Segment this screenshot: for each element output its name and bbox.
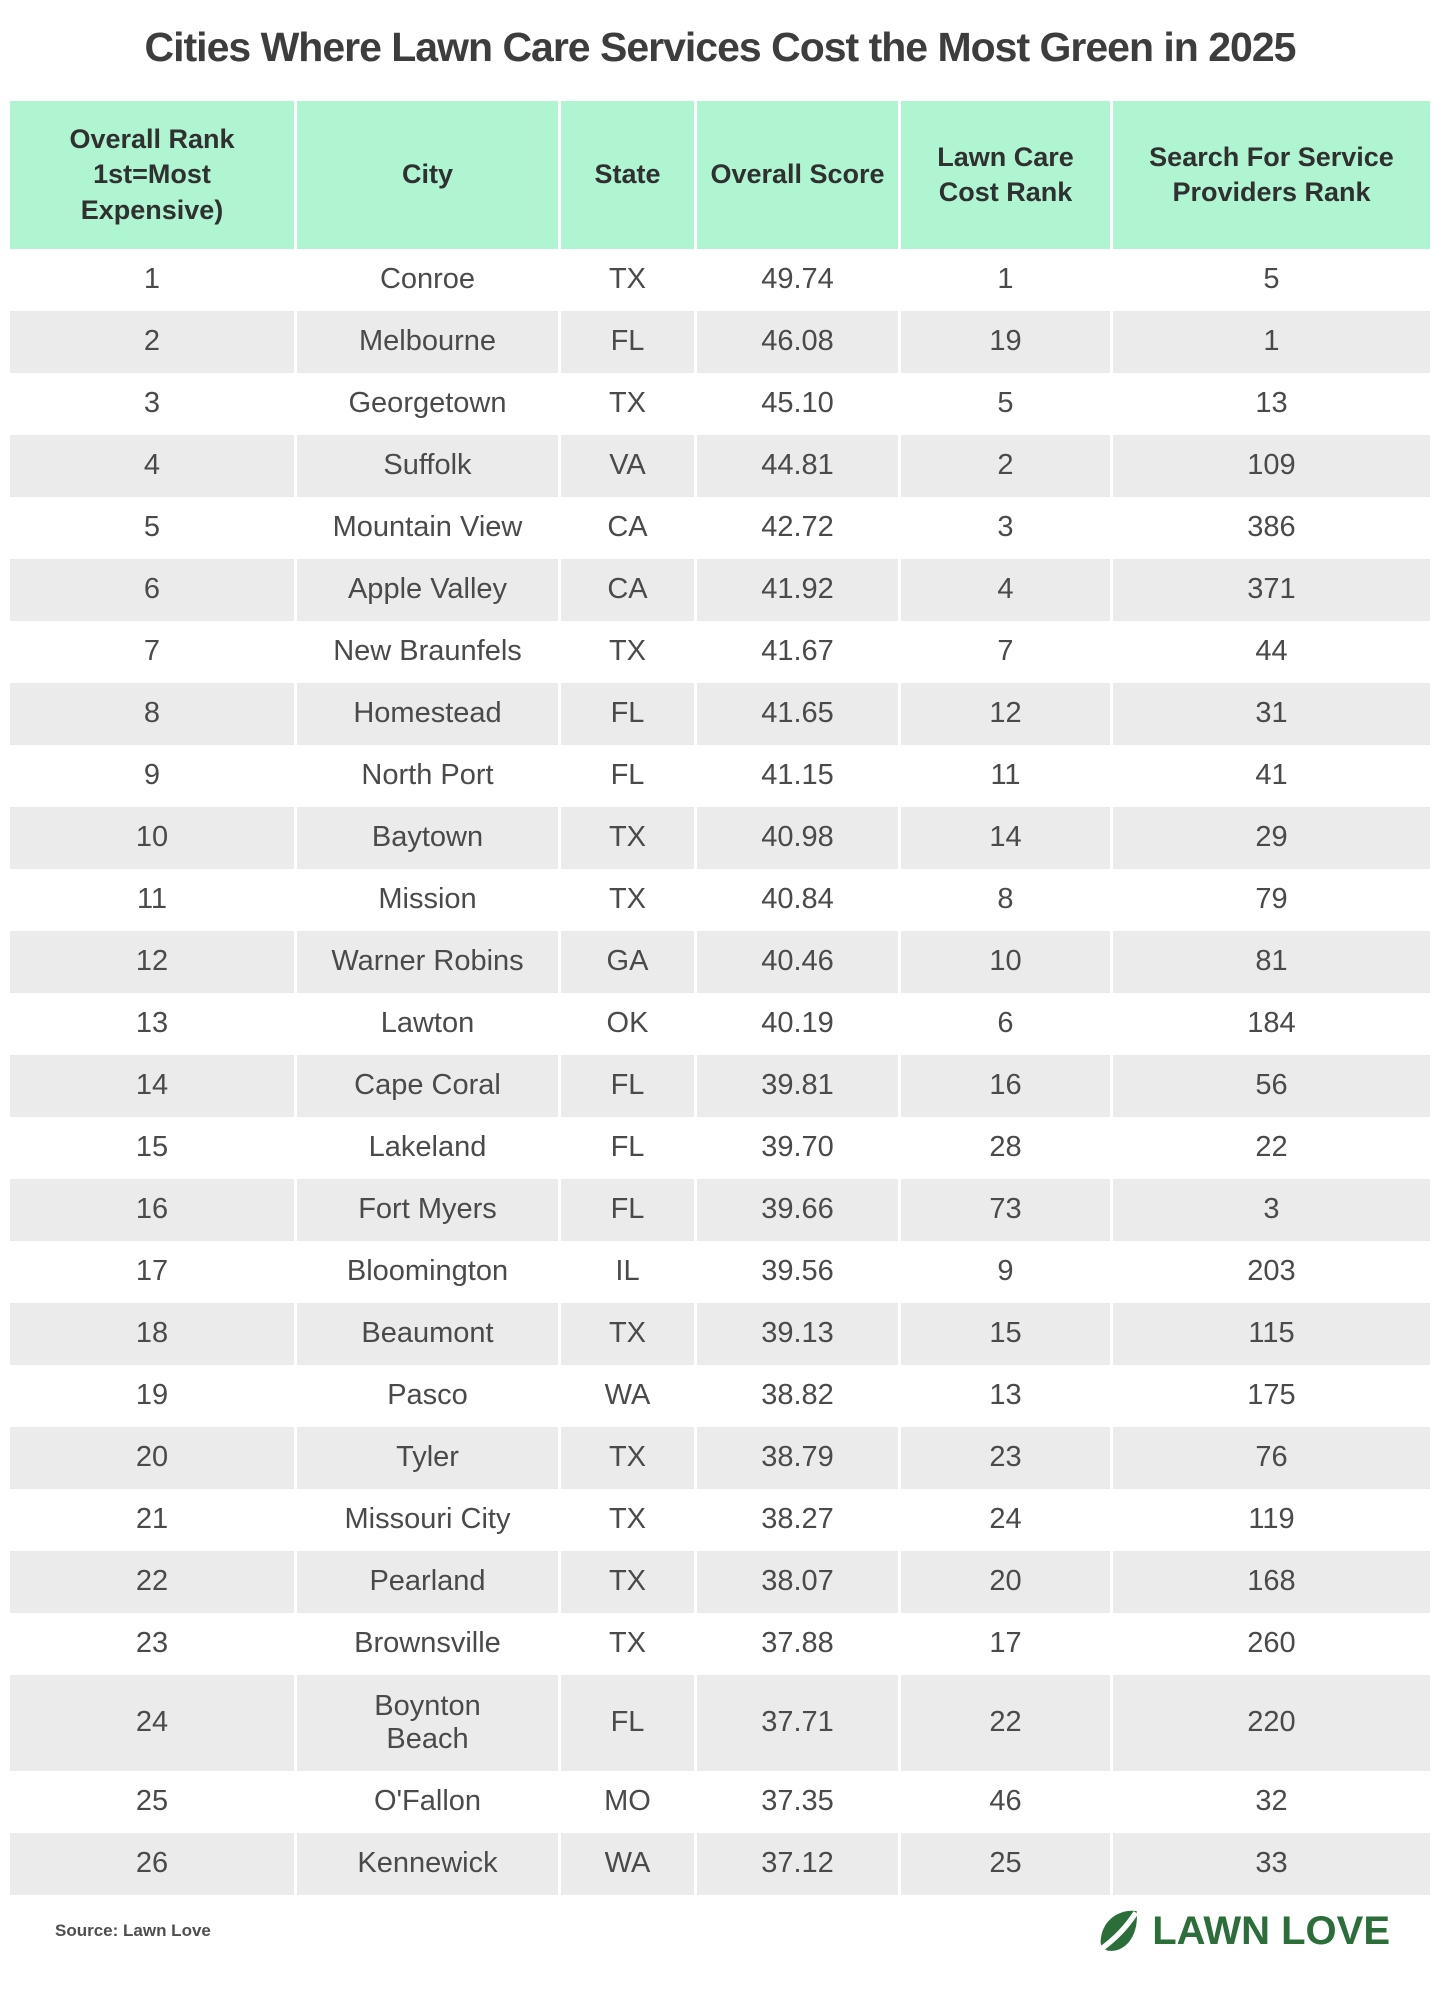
- cell-city: Lawton: [297, 993, 558, 1055]
- cell-overall-score: 38.79: [697, 1427, 898, 1489]
- cell-overall-rank: 15: [10, 1117, 294, 1179]
- cell-state: TX: [561, 1427, 694, 1489]
- cell-city: New Braunfels: [297, 621, 558, 683]
- cell-city: Apple Valley: [297, 559, 558, 621]
- table-row: [10, 1303, 1430, 1365]
- table-row: [10, 931, 1430, 993]
- cell-overall-rank: 5: [10, 497, 294, 559]
- cell-providers-rank: 184: [1113, 993, 1430, 1055]
- cell-providers-rank: 41: [1113, 745, 1430, 807]
- cell-city: Conroe: [297, 249, 558, 311]
- cell-overall-rank: 21: [10, 1489, 294, 1551]
- cell-city: Pearland: [297, 1551, 558, 1613]
- cell-state: TX: [561, 869, 694, 931]
- cell-lawn-care-cost-rank: 25: [901, 1833, 1110, 1895]
- cell-overall-score: 37.12: [697, 1833, 898, 1895]
- cell-city: Pasco: [297, 1365, 558, 1427]
- cell-city: Boynton Beach: [297, 1675, 558, 1771]
- cell-providers-rank: 29: [1113, 807, 1430, 869]
- table-row: [10, 497, 1430, 559]
- cell-overall-score: 39.70: [697, 1117, 898, 1179]
- cell-providers-rank: 22: [1113, 1117, 1430, 1179]
- cell-overall-score: 40.98: [697, 807, 898, 869]
- cell-city: Baytown: [297, 807, 558, 869]
- cell-lawn-care-cost-rank: 1: [901, 249, 1110, 311]
- cell-lawn-care-cost-rank: 7: [901, 621, 1110, 683]
- cell-city: Melbourne: [297, 311, 558, 373]
- cell-providers-rank: 1: [1113, 311, 1430, 373]
- cell-overall-rank: 10: [10, 807, 294, 869]
- cell-lawn-care-cost-rank: 17: [901, 1613, 1110, 1675]
- cell-providers-rank: 371: [1113, 559, 1430, 621]
- cell-providers-rank: 56: [1113, 1055, 1430, 1117]
- cell-city: Cape Coral: [297, 1055, 558, 1117]
- cell-lawn-care-cost-rank: 16: [901, 1055, 1110, 1117]
- cell-lawn-care-cost-rank: 5: [901, 373, 1110, 435]
- lawn-love-logo: [1096, 1908, 1390, 1954]
- cell-state: TX: [561, 249, 694, 311]
- table-row: [10, 1117, 1430, 1179]
- cell-providers-rank: 32: [1113, 1771, 1430, 1833]
- cell-city: Kennewick: [297, 1833, 558, 1895]
- table-row: [10, 993, 1430, 1055]
- table-header: [10, 101, 1430, 249]
- cell-city: Warner Robins: [297, 931, 558, 993]
- cell-overall-rank: 17: [10, 1241, 294, 1303]
- table-row: [10, 1179, 1430, 1241]
- table-row: [10, 683, 1430, 745]
- cell-providers-rank: 33: [1113, 1833, 1430, 1895]
- cell-lawn-care-cost-rank: 28: [901, 1117, 1110, 1179]
- cell-providers-rank: 203: [1113, 1241, 1430, 1303]
- cell-city: Mountain View: [297, 497, 558, 559]
- column-header-providers-rank: Search For Service Providers Rank: [1113, 101, 1430, 249]
- cell-state: FL: [561, 1055, 694, 1117]
- cell-city: Suffolk: [297, 435, 558, 497]
- cell-overall-score: 41.65: [697, 683, 898, 745]
- cell-city: Fort Myers: [297, 1179, 558, 1241]
- cell-overall-score: 37.35: [697, 1771, 898, 1833]
- table-row: [10, 1365, 1430, 1427]
- cell-overall-score: 38.07: [697, 1551, 898, 1613]
- cell-providers-rank: 31: [1113, 683, 1430, 745]
- cell-overall-score: 38.82: [697, 1365, 898, 1427]
- logo-text: LAWN LOVE: [1152, 1908, 1390, 1953]
- cell-providers-rank: 220: [1113, 1675, 1430, 1771]
- cell-overall-score: 46.08: [697, 311, 898, 373]
- cell-overall-rank: 18: [10, 1303, 294, 1365]
- source-note: Source: Lawn Love: [55, 1921, 211, 1940]
- cell-overall-rank: 13: [10, 993, 294, 1055]
- cell-overall-rank: 6: [10, 559, 294, 621]
- cell-overall-rank: 26: [10, 1833, 294, 1895]
- cell-overall-rank: 11: [10, 869, 294, 931]
- table-row: [10, 373, 1430, 435]
- cell-city: Bloomington: [297, 1241, 558, 1303]
- cell-overall-rank: 16: [10, 1179, 294, 1241]
- cell-overall-score: 41.15: [697, 745, 898, 807]
- cell-lawn-care-cost-rank: 9: [901, 1241, 1110, 1303]
- cell-state: IL: [561, 1241, 694, 1303]
- cell-overall-score: 40.19: [697, 993, 898, 1055]
- table-row: [10, 1489, 1430, 1551]
- cell-state: FL: [561, 311, 694, 373]
- cell-providers-rank: 260: [1113, 1613, 1430, 1675]
- cell-state: FL: [561, 683, 694, 745]
- cell-overall-score: 41.67: [697, 621, 898, 683]
- table-row: [10, 869, 1430, 931]
- table-body: [10, 249, 1430, 1880]
- cell-lawn-care-cost-rank: 11: [901, 745, 1110, 807]
- cell-overall-rank: 8: [10, 683, 294, 745]
- cell-state: TX: [561, 1303, 694, 1365]
- table-row: [10, 1833, 1430, 1880]
- column-header-lawn-care-cost-rank: Lawn Care Cost Rank: [901, 101, 1110, 249]
- cell-lawn-care-cost-rank: 14: [901, 807, 1110, 869]
- table-row: [10, 249, 1430, 311]
- cell-overall-rank: 19: [10, 1365, 294, 1427]
- cell-city: Mission: [297, 869, 558, 931]
- cell-lawn-care-cost-rank: 73: [901, 1179, 1110, 1241]
- cell-state: WA: [561, 1833, 694, 1895]
- leaf-icon: [1096, 1908, 1142, 1954]
- cell-providers-rank: 168: [1113, 1551, 1430, 1613]
- table-row: [10, 1055, 1430, 1117]
- table-row: [10, 1241, 1430, 1303]
- cell-state: TX: [561, 1489, 694, 1551]
- cell-city: Georgetown: [297, 373, 558, 435]
- cell-overall-score: 40.46: [697, 931, 898, 993]
- cell-lawn-care-cost-rank: 10: [901, 931, 1110, 993]
- cell-lawn-care-cost-rank: 8: [901, 869, 1110, 931]
- table-row: [10, 621, 1430, 683]
- cell-state: GA: [561, 931, 694, 993]
- cell-city: North Port: [297, 745, 558, 807]
- cell-overall-rank: 25: [10, 1771, 294, 1833]
- cell-overall-score: 39.66: [697, 1179, 898, 1241]
- table-row: [10, 1675, 1430, 1771]
- cell-overall-score: 42.72: [697, 497, 898, 559]
- cell-state: TX: [561, 807, 694, 869]
- cell-city: Beaumont: [297, 1303, 558, 1365]
- cell-providers-rank: 109: [1113, 435, 1430, 497]
- cell-lawn-care-cost-rank: 19: [901, 311, 1110, 373]
- cell-providers-rank: 13: [1113, 373, 1430, 435]
- cell-state: FL: [561, 1179, 694, 1241]
- cell-providers-rank: 3: [1113, 1179, 1430, 1241]
- cell-providers-rank: 5: [1113, 249, 1430, 311]
- column-header-overall-rank: Overall Rank 1st=Most Expensive): [10, 101, 294, 249]
- cell-overall-rank: 14: [10, 1055, 294, 1117]
- table-row: [10, 559, 1430, 621]
- cell-overall-rank: 7: [10, 621, 294, 683]
- cell-overall-score: 39.81: [697, 1055, 898, 1117]
- cell-overall-score: 44.81: [697, 435, 898, 497]
- cell-lawn-care-cost-rank: 20: [901, 1551, 1110, 1613]
- cell-overall-score: 39.13: [697, 1303, 898, 1365]
- cell-overall-score: 41.92: [697, 559, 898, 621]
- cell-overall-score: 37.88: [697, 1613, 898, 1675]
- cell-lawn-care-cost-rank: 23: [901, 1427, 1110, 1489]
- cell-state: FL: [561, 745, 694, 807]
- cell-state: VA: [561, 435, 694, 497]
- cell-state: TX: [561, 1551, 694, 1613]
- cell-overall-score: 37.71: [697, 1675, 898, 1771]
- cell-providers-rank: 175: [1113, 1365, 1430, 1427]
- cell-city: Missouri City: [297, 1489, 558, 1551]
- cell-overall-rank: 22: [10, 1551, 294, 1613]
- cell-city: Lakeland: [297, 1117, 558, 1179]
- table-row: [10, 1551, 1430, 1613]
- cell-lawn-care-cost-rank: 3: [901, 497, 1110, 559]
- table-row: [10, 1771, 1430, 1833]
- cell-lawn-care-cost-rank: 4: [901, 559, 1110, 621]
- cell-providers-rank: 386: [1113, 497, 1430, 559]
- table-row: [10, 1613, 1430, 1675]
- cell-overall-rank: 2: [10, 311, 294, 373]
- cell-state: TX: [561, 1613, 694, 1675]
- table-row: [10, 745, 1430, 807]
- rankings-table: [10, 101, 1430, 1880]
- cell-overall-score: 38.27: [697, 1489, 898, 1551]
- cell-overall-rank: 20: [10, 1427, 294, 1489]
- cell-state: TX: [561, 373, 694, 435]
- cell-city: O'Fallon: [297, 1771, 558, 1833]
- cell-overall-score: 45.10: [697, 373, 898, 435]
- cell-state: TX: [561, 621, 694, 683]
- cell-city: Tyler: [297, 1427, 558, 1489]
- cell-overall-rank: 4: [10, 435, 294, 497]
- cell-state: FL: [561, 1675, 694, 1771]
- cell-overall-rank: 3: [10, 373, 294, 435]
- column-header-overall-score: Overall Score: [697, 101, 898, 249]
- cell-state: WA: [561, 1365, 694, 1427]
- cell-state: OK: [561, 993, 694, 1055]
- cell-providers-rank: 81: [1113, 931, 1430, 993]
- cell-providers-rank: 44: [1113, 621, 1430, 683]
- cell-overall-rank: 1: [10, 249, 294, 311]
- cell-lawn-care-cost-rank: 24: [901, 1489, 1110, 1551]
- cell-overall-score: 40.84: [697, 869, 898, 931]
- cell-overall-score: 49.74: [697, 249, 898, 311]
- table-row: [10, 807, 1430, 869]
- cell-state: CA: [561, 559, 694, 621]
- page-footer: [55, 1908, 1390, 1954]
- cell-state: MO: [561, 1771, 694, 1833]
- cell-lawn-care-cost-rank: 15: [901, 1303, 1110, 1365]
- cell-lawn-care-cost-rank: 22: [901, 1675, 1110, 1771]
- cell-lawn-care-cost-rank: 2: [901, 435, 1110, 497]
- cell-city: Brownsville: [297, 1613, 558, 1675]
- page-title: Cities Where Lawn Care Services Cost the Most Green in 2025: [144, 24, 1296, 70]
- cell-overall-rank: 24: [10, 1675, 294, 1771]
- table-row: [10, 311, 1430, 373]
- cell-overall-rank: 23: [10, 1613, 294, 1675]
- cell-providers-rank: 115: [1113, 1303, 1430, 1365]
- cell-providers-rank: 119: [1113, 1489, 1430, 1551]
- cell-providers-rank: 76: [1113, 1427, 1430, 1489]
- cell-overall-score: 39.56: [697, 1241, 898, 1303]
- column-header-state: State: [561, 101, 694, 249]
- column-header-city: City: [297, 101, 558, 249]
- cell-providers-rank: 79: [1113, 869, 1430, 931]
- cell-state: CA: [561, 497, 694, 559]
- cell-lawn-care-cost-rank: 6: [901, 993, 1110, 1055]
- table-row: [10, 435, 1430, 497]
- cell-state: FL: [561, 1117, 694, 1179]
- cell-city: Homestead: [297, 683, 558, 745]
- table-row: [10, 1427, 1430, 1489]
- cell-lawn-care-cost-rank: 13: [901, 1365, 1110, 1427]
- cell-overall-rank: 12: [10, 931, 294, 993]
- cell-lawn-care-cost-rank: 46: [901, 1771, 1110, 1833]
- cell-overall-rank: 9: [10, 745, 294, 807]
- cell-lawn-care-cost-rank: 12: [901, 683, 1110, 745]
